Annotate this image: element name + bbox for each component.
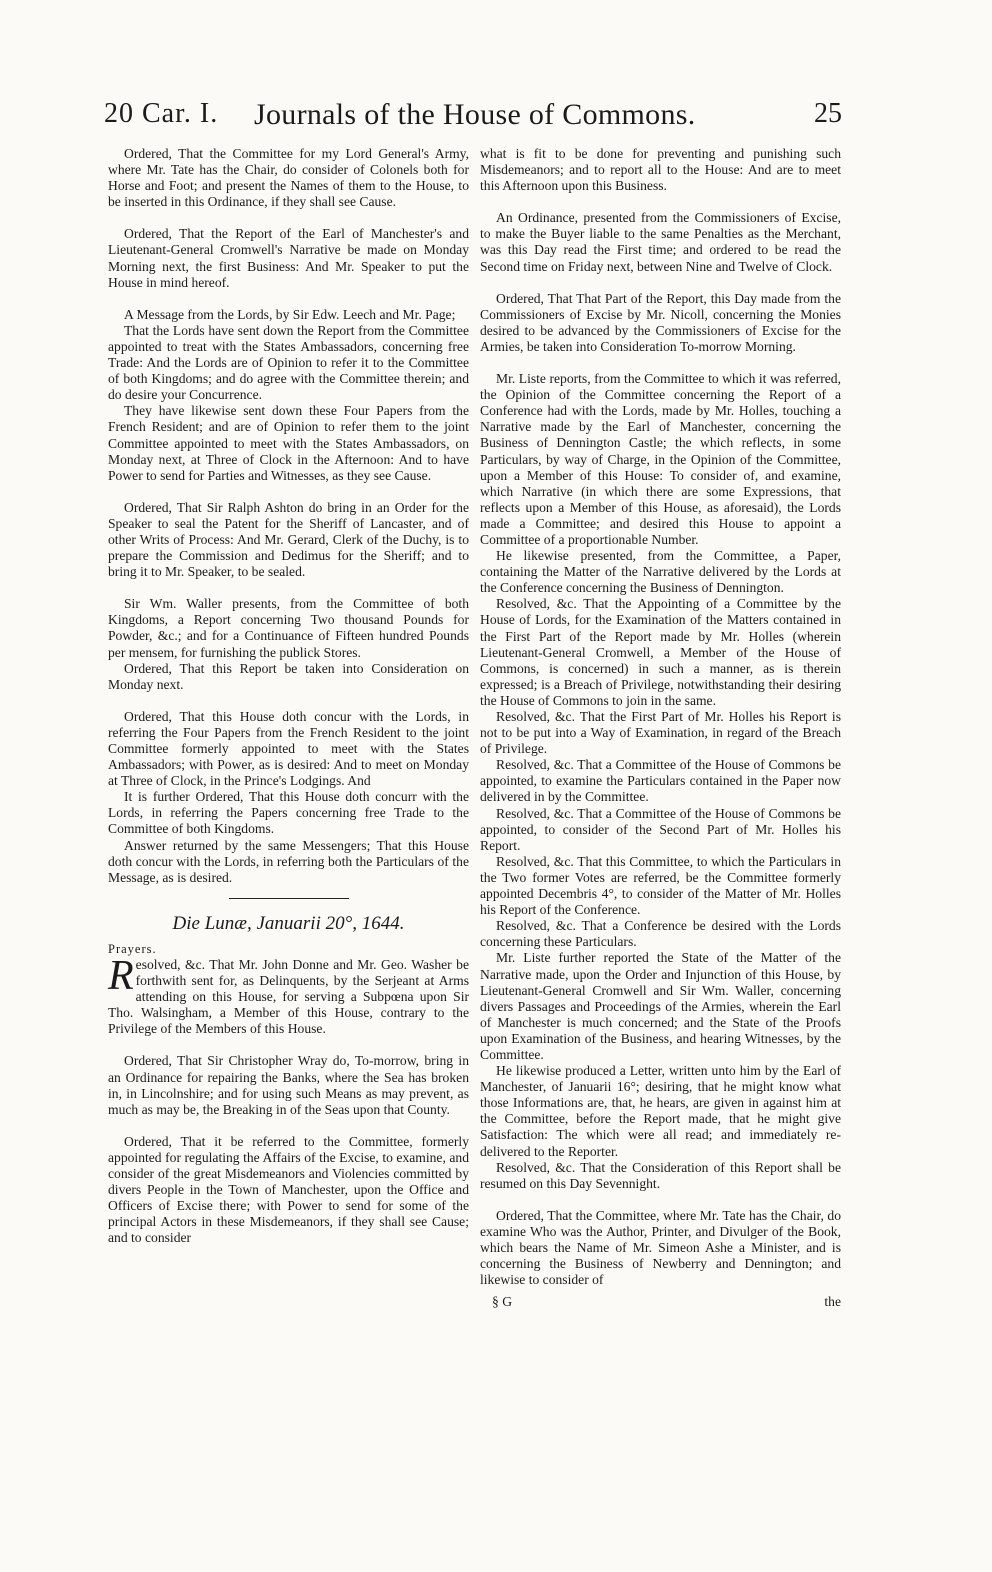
paragraph: Ordered, That the Committee for my Lord General's Army, where Mr. Tate has the Chair, do consider of Colonels both for Horse and Foot; and present the Names of them to the House, to be inserted in this Ordinance, if they shall see Cause. [108,146,469,210]
date-heading: Die Lunæ, Januarii 20°, 1644. [172,912,405,934]
paragraph: Resolved, &c. That a Conference be desired with the Lords concerning these Particulars. [480,918,841,950]
drop-cap: R [108,952,134,999]
catchword: the [824,1294,841,1310]
paragraph: Mr. Liste further reported the State of the Matter of the Narrative made, upon the Order and Injunction of this House, by Lieutenant-General Cromwell and Sir Wm. Waller, concerning divers Passages and Proceedings of the Armies, wherein the Earl of Manchester is much concerned; and the State of the Proofs upon Examination of the Business, and hearing Witnesses, by the Committee. [480,950,841,1062]
paragraph: Mr. Liste reports, from the Committee to which it was referred, the Opinion of the Committee concerning the Report of a Conference had with the Lords, made by Mr. Holles, touching a Narrative made by the Earl of Manchester, concerning the Business of Dennington Castle; the which reflects, in some Particulars, by way of Charge, in the Opinion of the Committee, upon a Member of this House: To consider of, and examine, which Narrative (in which there are some Expressions, that reflects upon a Member of this House, as aforesaid), the Lords made a Committee; and desired this House to appoint a Committee of a proportionable Number. [480,371,841,547]
signature-mark: § G [492,1294,513,1310]
paragraph: Resolved, &c. That a Committee of the House of Commons be appointed, to consider of the Second Part of Mr. Holles his Report. [480,805,841,853]
paragraph: Resolved, &c. That this Committee, to which the Particulars in the Two former Votes are referred, be the Committee formerly appointed Decembris 4°, to consider of the Matter of Mr. Holles his Report of the Conference. [480,853,841,918]
paragraph: They have likewise sent down these Four Papers from the French Resident; and are of Opinion to refer them to the joint Committee appointed to meet with the States Ambassadors, on Monday next, at Three of Clock in the Afternoon: And to have Power to send for Parties and Witnesses, as they see Cause. [108,403,469,483]
regnal-year: 20 Car. I. [104,98,219,129]
left-column [108,146,469,1246]
paragraph: Ordered, That Sir Christopher Wray do, To-morrow, bring in an Ordinance for repairing the Banks, where the Sea has broken in, in Lincolnshire; and for using such Means as may prevent, as much as may be, the Breaking in of the Seas upon that County. [108,1053,469,1117]
page-number: 25 [814,98,842,129]
prayers-label: Prayers. [108,941,157,956]
paragraph: Answer returned by the same Messengers; That this House doth concur with the Lords, in referring both the Particulars of the Message, as is desired. [108,837,469,885]
paragraph: Resolved, &c. That the Consideration of this Report shall be resumed on this Day Sevennight. [480,1159,841,1191]
paragraph: Resolved, &c. That the First Part of Mr. Holles his Report is not to be put into a Way of Examination, in regard of the Breach of Privilege. [480,709,841,757]
paragraph [108,952,469,1037]
paragraph: He likewise presented, from the Committee, a Paper, containing the Matter of the Narrative delivered by the Lords at the Conference concerning the Business of Dennington. [480,548,841,596]
page-header [104,98,842,140]
paragraph: It is further Ordered, That this House doth concurr with the Lords, in referring the Papers concerning free Trade to the Committee of both Kingdoms. [108,789,469,837]
section-divider [229,898,349,899]
paragraph: He likewise produced a Letter, written unto him by the Earl of Manchester, of Januarii 16°; desiring, that he might know what those Informations are, that, he hears, are given in against him at the Committee, before the Report made, that he might give Satisfaction: The which were all read; and immediately re-delivered to the Reporter. [480,1063,841,1159]
running-title: Journals of the House of Commons. [254,98,696,131]
paragraph: Ordered, That the Report of the Earl of Manchester's and Lieutenant-General Cromwell's Narrative be made on Monday Morning next, the first Business: And Mr. Speaker to put the House in mind hereof. [108,226,469,290]
paragraph: Ordered, That this House doth concur with the Lords, in referring the Four Papers from the French Resident to the joint Committee formerly appointed to meet with the States Ambassadors; with Power, as is desired: And to meet on Monday at Three of Clock, in the Prince's Lodgings. And [108,708,469,789]
paragraph-text: esolved, &c. That Mr. John Donne and Mr. Geo. Washer be forthwith sent for, as Delinquents, by the Serjeant at Arms attending on this House, for serving a Subpœna upon Sir Tho. Walsingham, a Member of this House, contrary to the Privilege of the Members of this House. [108,956,469,1037]
paragraph: Sir Wm. Waller presents, from the Committee of both Kingdoms, a Report concerning Two thousand Pounds for Powder, &c.; and for a Continuance of Fifteen hundred Pounds per mensem, for furnishing the publick Stores. [108,596,469,660]
paragraph: Resolved, &c. That the Appointing of a Committee by the House of Lords, for the Examination of the Matters contained in the First Part of the Report made by Mr. Holles (wherein Lieutenant-General Cromwell, a Member of the House of Commons, is concerned) in such a manner, as is therein expressed; is a Breach of Privilege, notwithstanding their desiring the House of Commons to join in the same. [480,596,841,708]
paragraph: Resolved, &c. That a Committee of the House of Commons be appointed, to examine the Particulars contained in the Paper now delivered in by the Committee. [480,757,841,805]
paragraph: An Ordinance, presented from the Commissioners of Excise, to make the Buyer liable to the same Penalties as the Merchant, was this Day read the First time; and ordered to be read the Second time on Friday next, between Nine and Twelve of Clock. [480,210,841,274]
right-column [480,146,841,1310]
paragraph: Ordered, That That Part of the Report, this Day made from the Commissioners of Excise by Mr. Nicoll, concerning the Monies desired to be advanced by the Commissioners of Excise for the Armies, be taken into Consideration To-morrow Morning. [480,290,841,354]
page-footer [480,1294,841,1310]
paragraph: Ordered, That it be referred to the Committee, formerly appointed for regulating the Affairs of the Excise, to examine, and consider of the great Misdemeanors and Violencies committed by divers People in the Town of Manchester, upon the Office and Officers of Excise there; with Power to send for some of the principal Actors in these Misdemeanors, if they shall see Cause; and to consider [108,1133,469,1246]
paragraph: That the Lords have sent down the Report from the Committee appointed to treat with the States Ambassadors, concerning free Trade: And the Lords are of Opinion to refer it to the Committee of both Kingdoms; and do agree with the Committee therein; and do desire your Concurrence. [108,322,469,403]
paragraph: Ordered, That the Committee, where Mr. Tate has the Chair, do examine Who was the Author, Printer, and Divulger of the Book, which bears the Name of Mr. Simeon Ashe a Minister, and is concerning the Business of Newberry and Dennington; and likewise to consider of [480,1207,841,1288]
paragraph: Ordered, That this Report be taken into Consideration on Monday next. [108,660,469,692]
paragraph: what is fit to be done for preventing and punishing such Misdemeanors; and to report all to the House: And are to meet this Afternoon upon this Business. [480,146,841,194]
paragraph: A Message from the Lords, by Sir Edw. Leech and Mr. Page; [124,306,456,322]
paragraph: Ordered, That Sir Ralph Ashton do bring in an Order for the Speaker to seal the Patent for the Sheriff of Lancaster, and of other Writs of Process: And Mr. Gerard, Clerk of the Duchy, is to prepare the Commission and Dedimus for the Sheriff; and to bring it to Mr. Speaker, to be sealed. [108,499,469,580]
